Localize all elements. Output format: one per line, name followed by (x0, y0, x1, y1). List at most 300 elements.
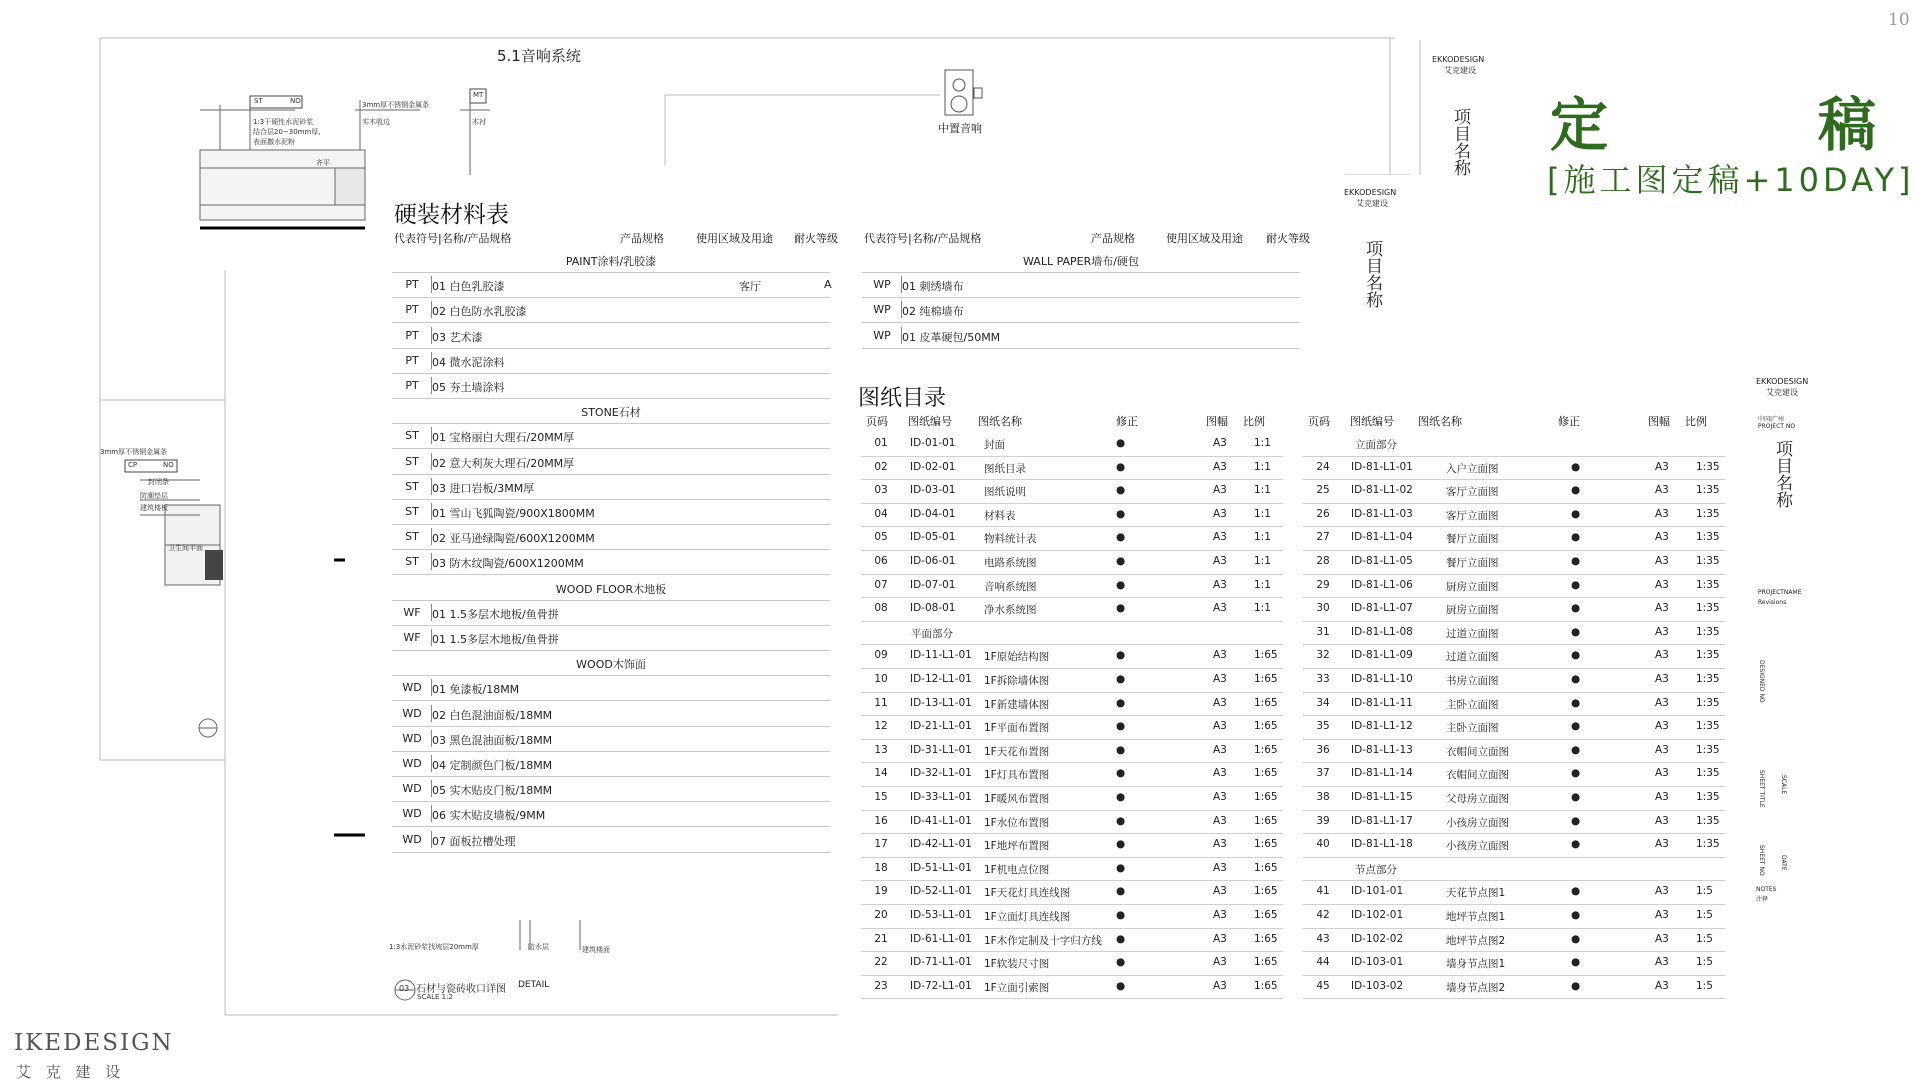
drawing-size: A3 (1655, 673, 1669, 685)
drawing-name: 厨房立面图 (1446, 580, 1499, 593)
drawing-scale: 1:65 (1254, 861, 1278, 874)
material-code: WD (402, 832, 422, 846)
drawing-page: 42 (1316, 909, 1330, 921)
material-name: 05 实木贴皮门板/18MM (432, 784, 553, 798)
drawing-revision: ● (1116, 460, 1126, 473)
mat-header-area-2: 使用区域及用途 (1166, 232, 1243, 245)
section-label: WOOD FLOOR木地板 (555, 582, 667, 596)
left-material-row (392, 776, 830, 802)
right-drawing-row (1303, 928, 1725, 953)
material-code: WP (873, 303, 891, 317)
drawing-scale: 1:1 (1254, 507, 1271, 520)
material-code: WP (873, 328, 891, 342)
drawing-name: 图纸说明 (984, 486, 1026, 499)
material-name: 01 刺绣墙布 (902, 280, 964, 294)
drawing-number: ID-61-L1-01 (910, 932, 972, 945)
left-material-row (392, 801, 830, 827)
stamp-subtitle: [施工图定稿+10DAY] (1547, 161, 1915, 199)
stamp-main-right: 稿 (1818, 91, 1877, 159)
detail-word: DETAIL (518, 980, 550, 990)
material-name: 05 夯土墙涂料 (432, 381, 505, 394)
drawing-page: 11 (874, 696, 888, 709)
tag-mt: MT (473, 91, 484, 99)
right-drawing-row (1303, 597, 1725, 622)
drawing-page: 17 (874, 838, 888, 851)
drawing-name: 父母房立面图 (1446, 793, 1509, 805)
drawing-page: 39 (1316, 814, 1330, 827)
left-drawing-row (861, 739, 1283, 764)
drawing-revision: ● (1116, 507, 1126, 520)
drawing-list-title: 图纸目录 (858, 386, 947, 411)
drawing-revision: ● (1571, 885, 1581, 898)
drawing-number: ID-81-L1-18 (1351, 838, 1413, 851)
drawing-scale: 1:35 (1696, 838, 1720, 851)
left-material-row (392, 499, 830, 525)
note-14: 建筑楼面 (582, 946, 610, 954)
drawing-name: 入户立面图 (1446, 462, 1499, 475)
tb2-notes: NOTES (1756, 886, 1777, 893)
left-drawing-row (861, 857, 1283, 882)
material-fire-rating: A (824, 278, 832, 292)
section-title: 5.1音响系统 (497, 47, 581, 65)
drawing-scale: 1:65 (1254, 909, 1278, 921)
mat-header-spec: 产品规格 (620, 232, 664, 245)
left-material-row (392, 297, 830, 323)
drawing-revision: ● (1571, 555, 1581, 567)
right-drawing-row (1303, 574, 1725, 599)
drawing-scale: 1:35 (1696, 696, 1720, 709)
drawing-size: A3 (1655, 814, 1669, 827)
drawing-size: A3 (1213, 484, 1227, 497)
detail-caption: 石材与瓷砖收口详图 (416, 984, 506, 995)
drawing-number: ID-51-L1-01 (910, 861, 972, 874)
left-material-row (392, 625, 830, 651)
drawing-revision: ● (1116, 531, 1126, 544)
drawing-size: A3 (1213, 696, 1227, 709)
drawing-revision: ● (1116, 673, 1126, 685)
left-material-row (392, 423, 830, 449)
drawing-name: 墙身节点图2 (1446, 981, 1506, 994)
drawing-revision: ● (1116, 861, 1126, 874)
dl-header-scale-2: 比例 (1685, 415, 1707, 428)
drawing-revision: ● (1116, 437, 1126, 449)
drawing-revision: ● (1116, 720, 1126, 733)
left-material-row (392, 524, 830, 550)
drawing-revision: ● (1571, 578, 1581, 591)
tb1-project-name: 项目名称 (1362, 240, 1382, 308)
drawing-scale: 1:35 (1696, 507, 1720, 520)
right-drawing-row (1303, 644, 1725, 669)
tb2-project-no: PROJECT NO (1758, 423, 1796, 430)
tb2-sheet-no: SHEET NO (1758, 845, 1765, 876)
drawing-name: 天花节点图1 (1446, 887, 1506, 900)
right-drawing-row (1303, 904, 1725, 929)
tb0-project-name: 项目名称 (1450, 108, 1470, 176)
drawing-name: 衣帽间立面图 (1446, 769, 1509, 782)
drawing-scale: 1:5 (1696, 885, 1713, 898)
drawing-revision: ● (1116, 885, 1126, 898)
drawing-page: 31 (1316, 625, 1330, 638)
drawing-page: 09 (874, 649, 888, 662)
material-code: WD (402, 782, 422, 796)
drawing-page: 36 (1316, 743, 1330, 756)
drawing-revision: ● (1571, 507, 1581, 520)
right-drawing-row (1303, 833, 1725, 858)
drawing-number: ID-81-L1-04 (1351, 531, 1413, 544)
drawing-scale: 1:35 (1696, 720, 1720, 733)
left-section-row (392, 247, 830, 273)
material-name: 01 1.5多层木地板/鱼骨拼 (432, 633, 559, 646)
drawing-scale: 1:35 (1696, 602, 1720, 615)
material-code: WD (402, 681, 422, 695)
drawing-number: ID-102-02 (1351, 932, 1404, 945)
stamp-main-left: 定 (1550, 91, 1609, 159)
material-name: 01 宝格丽白大理石/20MM厚 (432, 431, 575, 445)
drawing-page: 03 (874, 484, 888, 497)
drawing-size: A3 (1655, 743, 1669, 756)
drawing-scale: 1:65 (1254, 696, 1278, 709)
material-area: 客厅 (739, 280, 761, 294)
drawing-size: A3 (1655, 885, 1669, 898)
drawing-number: ID-81-L1-12 (1351, 720, 1413, 733)
drawing-page: 22 (874, 956, 888, 969)
drawing-number: ID-12-L1-01 (910, 673, 972, 685)
drawing-name: 1F拆除墙体图 (984, 675, 1050, 687)
drawing-revision: ● (1571, 531, 1581, 544)
left-material-row (392, 675, 830, 701)
drawing-revision: ● (1571, 932, 1581, 945)
drawing-size: A3 (1213, 460, 1227, 473)
drawing-name: 1F原始结构图 (984, 651, 1050, 664)
mat-header-spec-2: 产品规格 (1091, 232, 1135, 245)
page-number: 10 (1888, 10, 1910, 30)
tag-st: ST (254, 97, 263, 105)
note-12: 1:3水泥砂浆找坡层20mm厚 (389, 943, 479, 951)
tb2-project-name-en: PROJECTNAME (1758, 589, 1802, 596)
right-drawing-row (1303, 479, 1725, 504)
section-label: WALL PAPER墙布/硬包 (1023, 255, 1139, 268)
material-code: ST (405, 429, 419, 443)
drawing-size: A3 (1213, 720, 1227, 733)
drawing-scale: 1:65 (1254, 956, 1278, 969)
drawing-revision: ● (1116, 602, 1126, 615)
drawing-revision: ● (1116, 484, 1126, 497)
left-material-row (392, 701, 830, 727)
drawing-scale: 1:5 (1696, 979, 1713, 992)
note-2: 结合层20~30mm厚, (253, 128, 321, 136)
material-code: PT (405, 303, 419, 317)
drawing-page: 25 (1316, 484, 1330, 497)
material-name: 02 白色混油面板/18MM (432, 708, 553, 722)
drawing-page: 10 (874, 673, 888, 685)
left-drawing-row (861, 668, 1283, 693)
drawing-page: 43 (1316, 932, 1330, 945)
drawing-page: 38 (1316, 791, 1330, 803)
left-drawing-row (861, 574, 1283, 599)
drawing-number: ID-32-L1-01 (910, 767, 972, 780)
material-name: 04 定制颜色门板/18MM (432, 759, 553, 772)
drawing-number: ID-81-L1-15 (1351, 791, 1413, 803)
drawing-name: 音响系统图 (984, 580, 1037, 593)
drawing-scale: 1:35 (1696, 460, 1720, 473)
drawing-scale: 1:35 (1696, 767, 1720, 780)
drawing-name: 1F木作定制及十字归方线 (984, 934, 1102, 947)
mat-header-fire: 耐火等级 (794, 232, 838, 245)
left-drawing-row (861, 880, 1283, 905)
drawing-size: A3 (1213, 767, 1227, 780)
drawing-size: A3 (1213, 956, 1227, 969)
left-drawing-row (861, 928, 1283, 953)
drawing-revision: ● (1571, 602, 1581, 615)
drawing-size: A3 (1213, 885, 1227, 898)
drawing-number: ID-08-01 (910, 602, 956, 615)
drawing-scale: 1:1 (1254, 555, 1271, 567)
section-label: 平面部分 (911, 627, 953, 640)
drawing-size: A3 (1655, 602, 1669, 615)
left-section-row (861, 621, 1283, 646)
material-code: WD (402, 807, 422, 821)
drawing-revision: ● (1116, 649, 1126, 662)
drawing-size: A3 (1655, 838, 1669, 851)
speaker-icon (945, 70, 982, 115)
drawing-revision: ● (1571, 625, 1581, 638)
drawing-page: 14 (874, 767, 888, 780)
drawing-page: 30 (1316, 602, 1330, 615)
drawing-name: 1F新建墙体图 (984, 698, 1050, 711)
right-material-row (862, 297, 1300, 323)
right-drawing-row (1303, 456, 1725, 481)
drawing-page: 13 (874, 743, 888, 756)
drawing-revision: ● (1571, 909, 1581, 921)
left-drawing-row (861, 432, 1283, 457)
drawing-scale: 1:35 (1696, 814, 1720, 827)
material-code: WF (403, 605, 421, 619)
material-code: WD (402, 731, 422, 745)
drawing-scale: 1:5 (1696, 909, 1713, 921)
note-10: 建筑楼板 (140, 504, 168, 512)
left-drawing-row (861, 692, 1283, 717)
material-name: 01 皮革硬包/50MM (902, 330, 1001, 344)
speaker-label: 中置音响 (938, 122, 982, 135)
tb0-company-en: EKKODESIGN (1432, 55, 1485, 64)
drawing-number: ID-81-L1-03 (1351, 507, 1413, 520)
drawing-number: ID-11-L1-01 (910, 649, 972, 662)
drawing-number: ID-81-L1-08 (1351, 625, 1413, 638)
material-code: ST (405, 505, 419, 518)
dl-header-size: 图幅 (1206, 415, 1228, 428)
material-name: 03 进口岩板/3MM厚 (432, 481, 535, 495)
drawing-scale: 1:35 (1696, 625, 1720, 638)
section-label: STONE石材 (581, 406, 641, 420)
brand-logo-cn: 艾 克 建 设 (16, 1063, 126, 1081)
drawing-name: 净水系统图 (984, 604, 1037, 617)
tb2-sheet-title: SHEET TITLE (1758, 770, 1765, 808)
drawing-revision: ● (1116, 956, 1126, 969)
left-drawing-row (861, 597, 1283, 622)
drawing-size: A3 (1213, 673, 1227, 685)
drawing-page: 16 (874, 814, 888, 827)
left-drawing-row (861, 644, 1283, 669)
drawing-number: ID-72-L1-01 (910, 979, 972, 992)
note-level: 齐平 (316, 159, 330, 167)
drawing-page: 29 (1316, 578, 1330, 591)
detail-scale: SCALE 1:2 (417, 993, 453, 1001)
drawing-name: 1F天花灯具连线图 (984, 887, 1071, 900)
left-section-row (392, 398, 830, 424)
drawing-scale: 1:65 (1254, 838, 1278, 851)
drawing-number: ID-81-L1-02 (1351, 484, 1413, 497)
dl-header-rev-2: 修正 (1558, 415, 1580, 428)
drawing-page: 34 (1316, 696, 1330, 709)
drawing-page: 05 (874, 531, 888, 544)
material-code: WP (873, 278, 891, 292)
drawing-scale: 1:65 (1254, 743, 1278, 756)
material-name: 07 面板拉槽处理 (432, 834, 516, 848)
material-code: PT (405, 353, 419, 367)
drawing-size: A3 (1655, 555, 1669, 567)
tb1-company-en: EKKODESIGN (1344, 188, 1397, 197)
drawing-revision: ● (1571, 673, 1581, 685)
note-3: 表面撒水泥粉 (253, 138, 295, 146)
drawing-name: 1F暖风布置图 (984, 793, 1050, 805)
material-code: ST (405, 555, 419, 569)
drawing-size: A3 (1655, 507, 1669, 520)
drawing-revision: ● (1116, 743, 1126, 756)
tb2-date: DATE (1780, 855, 1787, 871)
tb2-company-cn: 艾克建设 (1766, 388, 1798, 397)
drawing-name: 1F机电点位图 (984, 863, 1050, 876)
left-drawing-row (861, 479, 1283, 504)
right-drawing-row (1303, 550, 1725, 575)
detail-index: 03 (399, 984, 410, 993)
drawing-revision: ● (1571, 979, 1581, 992)
drawing-number: ID-81-L1-05 (1351, 555, 1413, 567)
material-code: WD (402, 757, 422, 770)
left-drawing-row (861, 503, 1283, 528)
drawing-number: ID-04-01 (910, 507, 956, 520)
drawing-scale: 1:35 (1696, 791, 1720, 803)
material-name: 02 纯棉墙布 (902, 305, 964, 319)
drawing-number: ID-81-L1-01 (1351, 460, 1413, 473)
drawing-revision: ● (1116, 791, 1126, 803)
drawing-number: ID-42-L1-01 (910, 838, 972, 851)
drawing-size: A3 (1213, 791, 1227, 803)
drawing-name: 1F水位布置图 (984, 816, 1050, 829)
tb2-notes-cn: 注释 (1756, 896, 1769, 903)
dl-header-rev: 修正 (1116, 415, 1138, 428)
drawing-number: ID-05-01 (910, 531, 956, 544)
dl-header-scale: 比例 (1243, 415, 1265, 428)
right-section-row (862, 247, 1300, 273)
left-drawing-row (861, 833, 1283, 858)
left-material-row (392, 600, 830, 626)
drawing-name: 餐厅立面图 (1446, 557, 1499, 569)
tb2-client: 中国|广州 (1758, 416, 1785, 423)
material-name: 06 实木贴皮墙板/9MM (432, 809, 546, 823)
drawing-scale: 1:65 (1254, 814, 1278, 827)
drawing-scale: 1:1 (1254, 602, 1271, 615)
drawing-size: A3 (1655, 625, 1669, 638)
material-code: PT (405, 278, 419, 292)
left-material-row (392, 751, 830, 777)
drawing-number: ID-53-L1-01 (910, 909, 972, 921)
drawing-number: ID-102-01 (1351, 909, 1404, 921)
mat-header-code-name-2: 代表符号|名称/产品规格 (864, 232, 982, 245)
drawing-size: A3 (1213, 838, 1227, 851)
drawing-page: 21 (874, 932, 888, 945)
material-name: 02 意大利灰大理石/20MM厚 (432, 456, 575, 470)
drawing-revision: ● (1116, 838, 1126, 851)
drawing-scale: 1:65 (1254, 885, 1278, 898)
left-drawing-row (861, 951, 1283, 976)
drawing-revision: ● (1116, 932, 1126, 945)
drawing-name: 电路系统图 (984, 557, 1037, 569)
drawing-page: 41 (1316, 885, 1330, 898)
drawing-page: 02 (874, 460, 888, 473)
material-name: 01 白色乳胶漆 (432, 280, 505, 294)
drawing-name: 小孩房立面图 (1446, 816, 1509, 829)
drawing-name: 1F平面布置图 (984, 722, 1050, 735)
drawing-size: A3 (1213, 602, 1227, 615)
material-code: ST (405, 530, 419, 544)
right-drawing-row (1303, 975, 1725, 1000)
drawing-number: ID-81-L1-06 (1351, 578, 1413, 591)
drawing-name: 地坪节点图1 (1446, 911, 1506, 923)
drawing-name: 主卧立面图 (1446, 722, 1499, 735)
drawing-size: A3 (1655, 956, 1669, 969)
left-drawing-row (861, 550, 1283, 575)
drawing-number: ID-33-L1-01 (910, 791, 972, 803)
drawing-name: 封面 (984, 439, 1005, 451)
left-drawing-row (861, 715, 1283, 740)
drawing-scale: 1:1 (1254, 437, 1271, 449)
note-11: 卫生间平面 (168, 544, 203, 552)
drawing-size: A3 (1655, 932, 1669, 945)
drawing-size: A3 (1213, 555, 1227, 567)
drawing-number: ID-103-01 (1351, 956, 1404, 969)
drawing-size: A3 (1655, 720, 1669, 733)
drawing-scale: 1:1 (1254, 484, 1271, 497)
right-drawing-row (1303, 503, 1725, 528)
left-drawing-row (861, 456, 1283, 481)
drawing-page: 24 (1316, 460, 1330, 473)
drawing-page: 19 (874, 885, 888, 898)
left-material-row (392, 449, 830, 475)
tb2-revisions: Revisions (1758, 599, 1787, 606)
drawing-number: ID-03-01 (910, 484, 956, 497)
drawing-size: A3 (1655, 979, 1669, 992)
material-name: 04 微水泥涂料 (432, 355, 505, 369)
drawing-number: ID-81-L1-13 (1351, 743, 1413, 756)
left-section-row (392, 650, 830, 676)
left-drawing-row (861, 786, 1283, 811)
material-table-title: 硬装材料表 (394, 202, 509, 228)
left-drawing-row (861, 904, 1283, 929)
left-material-row (392, 549, 830, 575)
material-name: 02 亚马逊绿陶瓷/600X1200MM (432, 532, 595, 546)
drawing-name: 材料表 (984, 509, 1016, 522)
drawing-scale: 1:65 (1254, 791, 1278, 803)
drawing-revision: ● (1116, 979, 1126, 992)
drawing-revision: ● (1571, 956, 1581, 969)
material-name: 01 1.5多层木地板/鱼骨拼 (432, 607, 559, 621)
drawing-page: 26 (1316, 507, 1330, 520)
drawing-revision: ● (1116, 909, 1126, 921)
drawing-size: A3 (1655, 484, 1669, 497)
right-drawing-row (1303, 951, 1725, 976)
drawing-size: A3 (1655, 578, 1669, 591)
material-code: WD (402, 706, 422, 720)
